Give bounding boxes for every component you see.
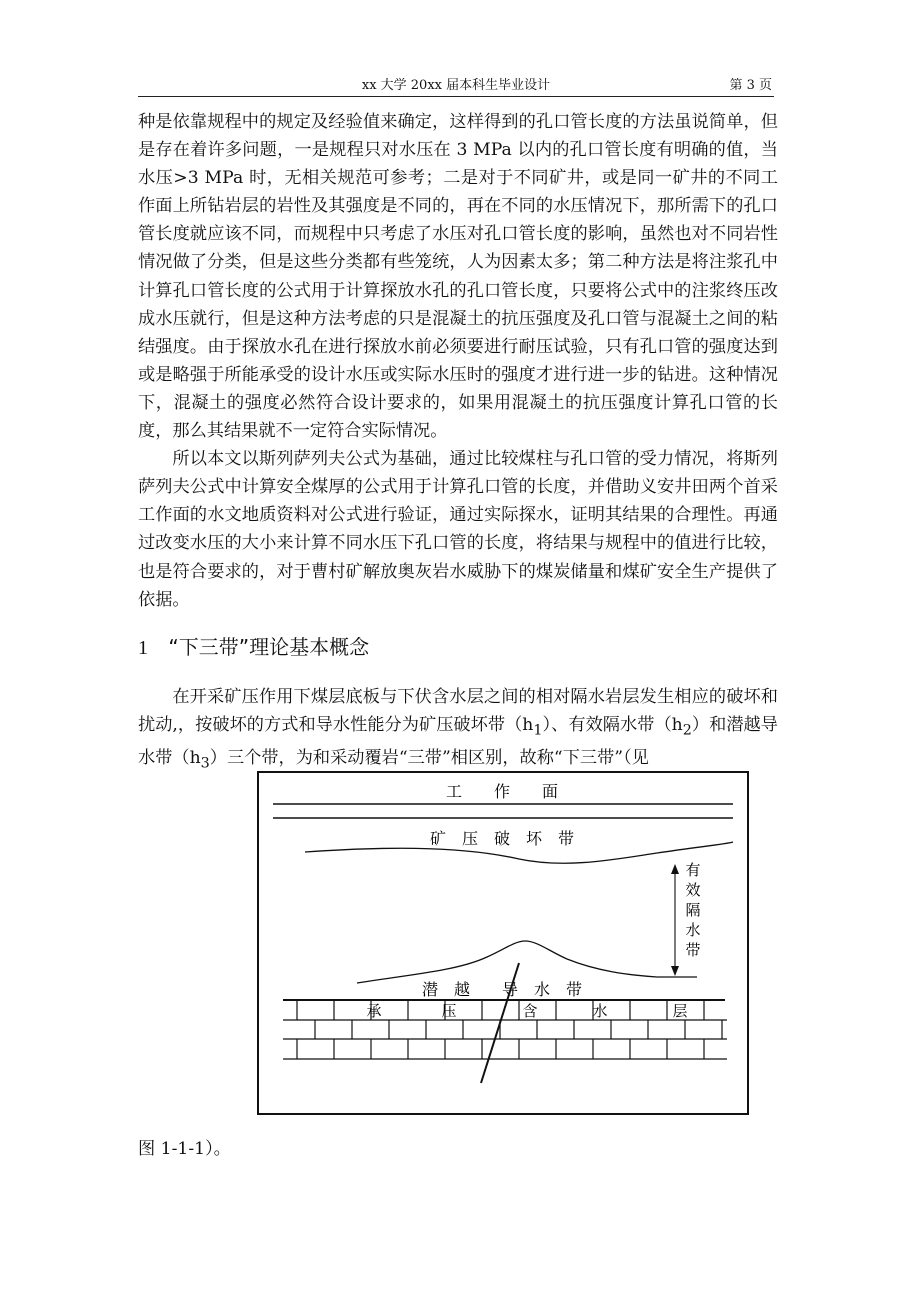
figure-caption: 图 1-1-1）。 [138, 1139, 231, 1159]
effective-zone-char: 有 [685, 861, 701, 879]
paragraph-3 [138, 683, 778, 778]
section-title: “下三带”理论基本概念 [168, 634, 370, 659]
body-text [138, 108, 778, 778]
effective-zone-char: 效 [685, 881, 701, 899]
aquifer-char: 承 [366, 1002, 382, 1020]
page-number: 第 3 页 [729, 78, 772, 93]
three-zones-diagram [257, 771, 749, 1115]
aquifer-char: 水 [592, 1002, 608, 1020]
paragraph-1: 种是依靠规程中的规定及经验值来确定，这样得到的孔口管长度的方法虽说简单，但是存在着许多问题，一是规程只对水压在 3 MPa 以内的孔口管长度有明确的值，当水压>3 MPa 时，无相关规范可参考；二是对于不同矿井，或是同一矿井的不同工作面上所钻岩层的岩性及其强度是不同的，再在不同的水压情况下，那所需下的孔口管长度就应该不同，而规程中只考虑了水压对孔口管长度的影响，虽然也对不同岩性情况做了分类，但是这些分类都有些笼统，人为因素太多；第二种方法是将注浆孔中计算孔口管长度的公式用于计算探放水孔的孔口管长度，只要将公式中的注浆终压改成水压就行，但是这种方法考虑的只是混凝土的抗压强度及孔口管与混凝土之间的粘结强度。由于探放水孔在进行探放水前必须要进行耐压试验，只有孔口管的强度达到或是略强于所能承受的设计水压或实际水压时的强度才进行进一步的钻进。这种情况下，混凝土的强度必然符合设计要求的，如果用混凝土的抗压强度计算孔口管的长度，那么其结果就不一定符合实际情况。 [138, 112, 778, 442]
paragraph-3-part1: 在开采矿压作用下煤层底板与下伏含水层之间的相对隔水岩层发生相应的破坏和扰动,，按破坏的方式和导水性能分为矿压破坏带（h [138, 686, 778, 735]
effective-zone-char: 带 [685, 941, 701, 959]
section-heading [138, 632, 778, 663]
subscript-2: 2 [682, 722, 692, 739]
intrusion-zone-label: 潜 越 导 水 带 [421, 980, 583, 999]
paragraph-3-part4: ）三个带，为和采动覆岩“三带”相区别，故称“下三带”（见 [209, 748, 649, 769]
paragraph-2: 所以本文以斯列萨列夫公式为基础，通过比较煤柱与孔口管的受力情况，将斯列萨列夫公式中计算安全煤厚的公式用于计算孔口管的长度，并借助义安井田两个首采工作面的水文地质资料对公式进行验证，通过实际探水，证明其结果的合理性。再通过改变水压的大小来计算不同水压下孔口管的长度，将结果与规程中的值进行比较，也是符合要求的，对于曹村矿解放奥灰岩水威胁下的煤炭储量和煤矿安全生产提供了依据。 [138, 449, 778, 610]
workface-label: 工 作 面 [445, 782, 559, 801]
paragraph-3-part2: ）、有效隔水带（h [542, 714, 683, 735]
effective-zone-char: 隔 [685, 901, 701, 919]
aquifer-char: 层 [672, 1002, 688, 1020]
page-header [138, 70, 774, 97]
subscript-1: 1 [533, 722, 543, 739]
section-number: 1 [138, 636, 148, 659]
aquifer-char: 压 [441, 1002, 457, 1020]
aquifer-char: 含 [522, 1002, 538, 1020]
paragraph-3-part3: ）和潜越导水带（h [138, 714, 778, 769]
mining-zone-label: 矿 压 破 坏 带 [429, 829, 575, 848]
effective-zone-char: 水 [685, 921, 701, 939]
subscript-3: 3 [200, 755, 210, 772]
header-title: xx 大学 20xx 届本科生毕业设计 [361, 78, 551, 93]
